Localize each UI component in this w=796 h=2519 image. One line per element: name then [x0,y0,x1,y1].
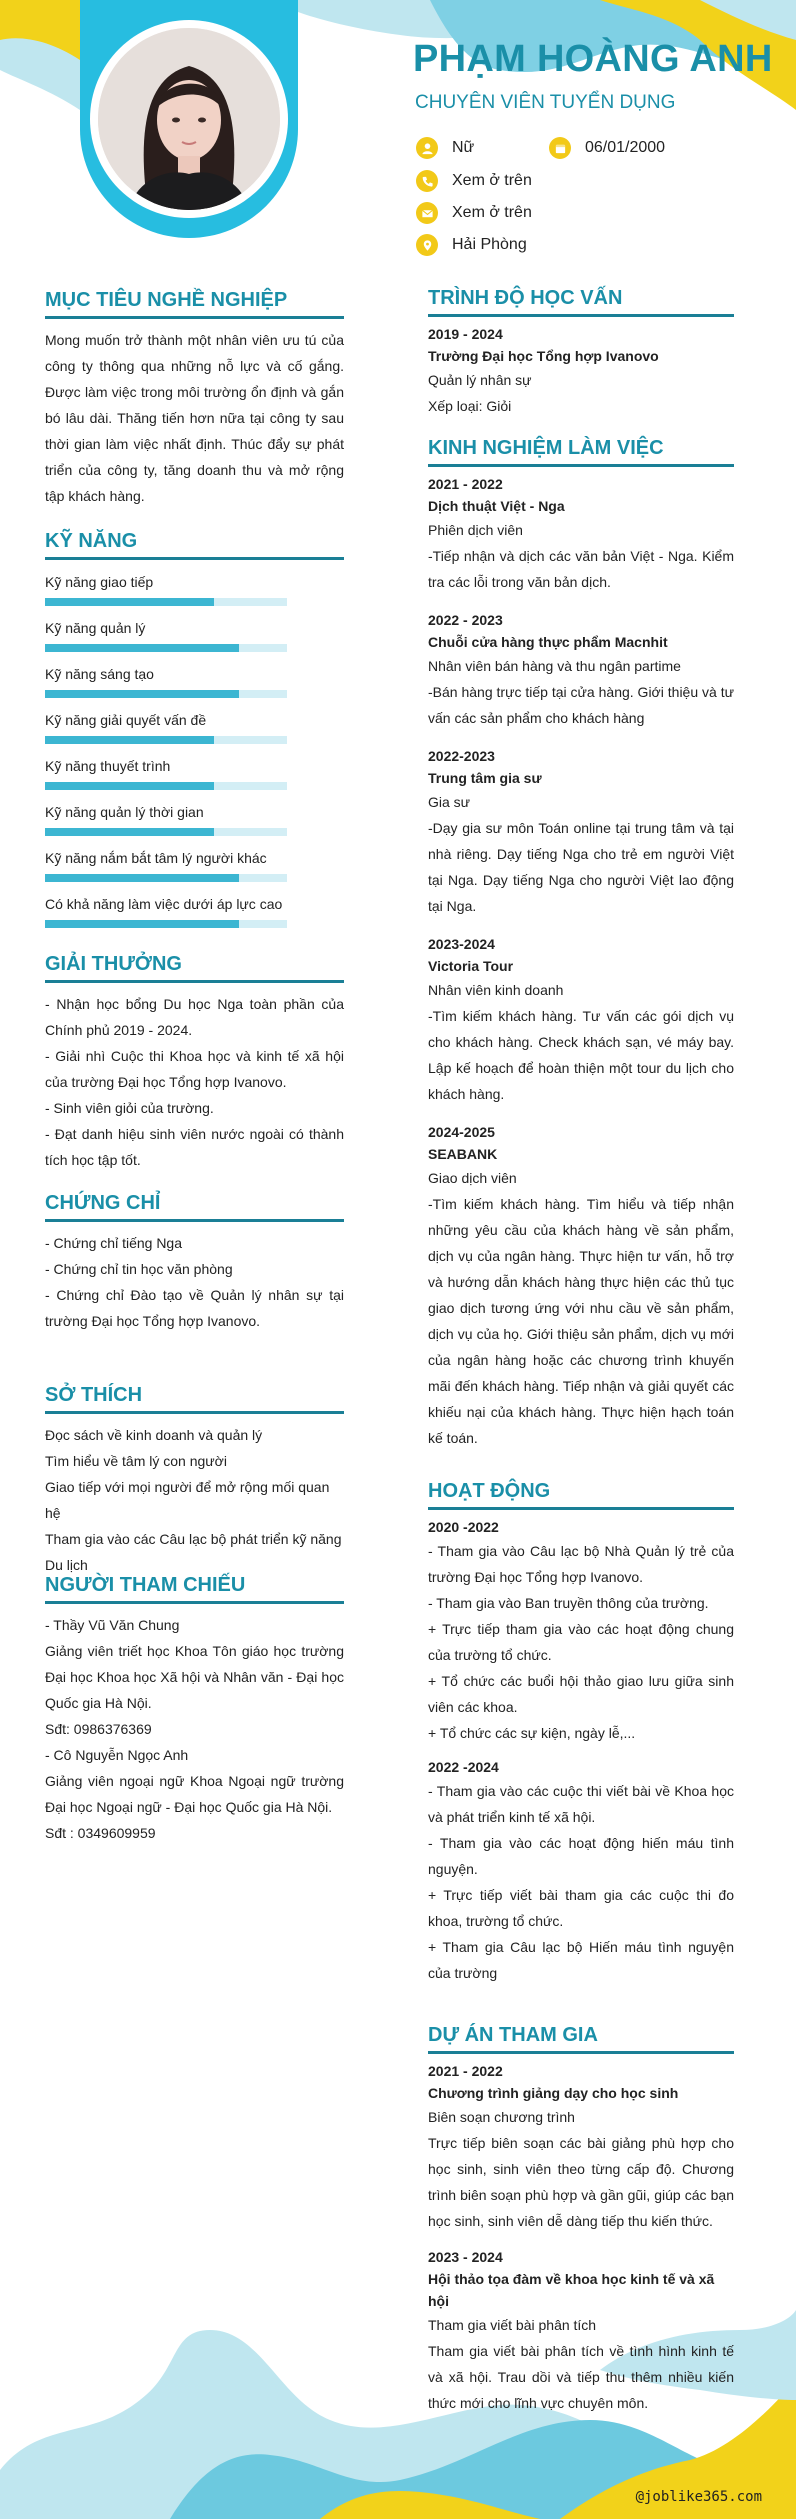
reference-line: Giảng viên ngoại ngữ Khoa Ngoại ngữ trường Đại học Ngoại ngữ - Đại học Quốc gia Hà Nội. [45,1773,344,1815]
certificate-item: - Chứng chỉ tiếng Nga [45,1235,182,1251]
mail-icon [416,202,438,224]
awards-title: GIẢI THƯỞNG [45,953,344,983]
phone-value: Xem ở trên [452,172,532,189]
skill-item [45,572,345,606]
activity-line: + Trực tiếp viết bài tham gia các cuộc thi đo khoa, trường tổ chức. [428,1887,734,1929]
project-years: 2023 - 2024 [428,2249,503,2265]
awards-section [45,953,344,1173]
skill-bar-track [45,920,287,928]
skills-title: KỸ NĂNG [45,530,344,560]
award-item: - Sinh viên giỏi của trường. [45,1100,214,1116]
certificate-item: - Chứng chỉ tin học văn phòng [45,1261,233,1277]
project-name: Hội thảo tọa đàm về khoa học kinh tế và xã hội [428,2271,715,2309]
skill-label: Kỹ năng thuyết trình [45,758,171,774]
award-item: - Nhận học bổng Du học Nga toàn phần của Chính phủ 2019 - 2024. [45,996,344,1038]
skill-item [45,664,345,698]
experience-item [428,473,734,595]
experience-company: Victoria Tour [428,958,514,974]
experience-years: 2024-2025 [428,1124,495,1140]
skill-item [45,802,345,836]
skill-bar-fill [45,782,214,790]
skill-bar-fill [45,598,214,606]
projects-title: DỰ ÁN THAM GIA [428,2024,734,2054]
experience-section [428,437,734,1451]
experience-years: 2023-2024 [428,936,495,952]
skill-label: Kỹ năng quản lý [45,620,146,636]
experience-desc: -Tìm kiếm khách hàng. Tư vấn các gói dịch vụ cho khách hàng. Check khách sạn, vé máy bay. Lập kế hoạch để hoàn thiện một tour du lịch cho khách hàng. [428,1008,734,1102]
skill-item [45,894,345,928]
skill-item [45,848,345,882]
hobby-item: Đọc sách về kinh doanh và quản lý [45,1427,263,1443]
skill-bar-track [45,644,287,652]
certificate-item: - Chứng chỉ Đào tạo về Quản lý nhân sự tại trường Đại học Tổng hợp Ivanovo. [45,1287,344,1329]
experience-position: Phiên dịch viên [428,522,523,538]
activity-line: - Tham gia vào Câu lạc bộ Nhà Quản lý trẻ của trường Đại học Tổng hợp Ivanovo. [428,1543,734,1585]
skill-item [45,618,345,652]
reference-line: - Thầy Vũ Văn Chung [45,1617,180,1633]
location-row [416,234,527,256]
gender-value: Nữ [452,139,475,156]
hobbies-title: SỞ THÍCH [45,1384,344,1414]
activities-section [428,1480,734,1986]
experience-title: KINH NGHIỆM LÀM VIỆC [428,437,734,467]
user-icon [416,137,438,159]
footer-site: @joblike365.com [635,2489,762,2505]
activity-line: + Tổ chức các buổi hội thảo giao lưu giữa sinh viên các khoa. [428,1673,734,1715]
experience-years: 2021 - 2022 [428,476,503,492]
education-school: Trường Đại học Tổng hợp Ivanovo [428,348,659,364]
location-pin-icon [416,234,438,256]
experience-position: Nhân viên kinh doanh [428,982,564,998]
experience-company: Trung tâm gia sư [428,770,542,786]
activity-line: - Tham gia vào các hoạt động hiến máu tình nguyện. [428,1835,734,1877]
reference-line: - Cô Nguyễn Ngọc Anh [45,1747,189,1763]
project-role: Biên soạn chương trình [428,2109,575,2125]
experience-years: 2022-2023 [428,748,495,764]
experience-item [428,933,734,1107]
calendar-icon [549,137,571,159]
skill-label: Kỹ năng nắm bắt tâm lý người khác [45,850,267,866]
experience-item [428,745,734,919]
project-role: Tham gia viết bài phân tích [428,2317,597,2333]
skill-label: Kỹ năng giao tiếp [45,574,154,590]
project-desc: Trực tiếp biên soạn các bài giảng phù hợp cho học sinh, sinh viên theo từng cấp độ. Chương trình biên soạn phù hợp và gần gũi, giúp các bạn học sinh, sinh viên dễ dàng tiếp thu kiến thức. [428,2135,734,2229]
birthday-value: 06/01/2000 [585,139,666,156]
objective-section [45,289,344,509]
experience-item [428,609,734,731]
project-desc: Tham gia viết bài phân tích về tình hình kinh tế và xã hội. Trau dồi và tiếp thu thêm nhiều kiến thức mới cho lĩnh vực chuyên môn. [428,2343,734,2411]
activities-title: HOẠT ĐỘNG [428,1480,734,1510]
experience-company: SEABANK [428,1146,498,1162]
experience-desc: -Tìm kiếm khách hàng. Tìm hiểu và tiếp nhận những yêu cầu của khách hàng về sản phẩm, dịch vụ của ngân hàng. Thực hiện tư vấn, hỗ trợ và hướng dẫn khách hàng thực hiện các thủ tục giao dịch tương ứng với nhu cầu về sản phẩm, dịch vụ của họ. Giới thiệu sản phẩm, dịch vụ mới của ngân hàng hoặc các chương trình khuyến mãi đến khách hàng. Tiếp nhận và giải quyết các khiếu nại của khách hàng. Thực hiện hạch toán kế toán. [428,1196,734,1446]
project-item [428,2246,734,2416]
skill-bar-fill [45,690,239,698]
project-years: 2021 - 2022 [428,2063,503,2079]
skill-label: Kỹ năng sáng tạo [45,666,154,682]
skill-label: Kỹ năng giải quyết vấn đề [45,712,207,728]
project-name: Chương trình giảng dạy cho học sinh [428,2085,679,2101]
skill-bar-fill [45,920,239,928]
hobby-item: Tham gia vào các Câu lạc bộ phát triển kỹ năng [45,1531,342,1547]
references-title: NGƯỜI THAM CHIẾU [45,1574,344,1604]
email-row [416,202,532,224]
location-value: Hải Phòng [452,236,527,253]
experience-item [428,1121,734,1451]
skill-bar-track [45,782,287,790]
award-item: - Đạt danh hiệu sinh viên nước ngoài có thành tích học tập tốt. [45,1126,344,1168]
gender-row [416,137,474,159]
certificates-section [45,1192,344,1334]
skill-bar-fill [45,644,239,652]
skill-bar-track [45,690,287,698]
birthday-row [549,137,665,159]
hobbies-section [45,1384,344,1578]
skill-bar-track [45,874,287,882]
certificates-title: CHỨNG CHỈ [45,1192,344,1222]
experience-position: Nhân viên bán hàng và thu ngân partime [428,658,681,674]
objective-text: Mong muốn trở thành một nhân viên ưu tú của công ty thông qua những nỗ lực và cố gắng. Được làm việc trong môi trường ổn định và gắn bó lâu dài. Thăng tiến hơn nữa tại công ty sau thời gian làm việc nhất định. Thúc đẩy sự phát triển của công ty, tăng doanh thu và mở rộng tập khách hàng. [45,332,344,504]
skill-label: Kỹ năng quản lý thời gian [45,804,204,820]
experience-desc: -Bán hàng trực tiếp tại cửa hàng. Giới thiệu và tư vấn các sản phẩm cho khách hàng [428,684,734,726]
experience-years: 2022 - 2023 [428,612,503,628]
reference-line: Sđt : 0349609959 [45,1825,156,1841]
skills-section [45,530,344,560]
objective-title: MỤC TIÊU NGHỀ NGHIỆP [45,289,344,319]
phone-row [416,170,532,192]
experience-position: Gia sư [428,794,471,810]
experience-position: Giao dịch viên [428,1170,517,1186]
education-title: TRÌNH ĐỘ HỌC VẤN [428,287,734,317]
skill-item [45,756,345,790]
skill-item [45,710,345,744]
hobby-item: Giao tiếp với mọi người để mở rộng mối quan hệ [45,1479,330,1521]
profile-photo [98,28,280,210]
skill-label: Có khả năng làm việc dưới áp lực cao [45,896,283,912]
activity-line: + Tổ chức các sự kiện, ngày lễ,... [428,1725,636,1741]
phone-icon [416,170,438,192]
skill-bar-track [45,598,287,606]
activity-line: - Tham gia vào các cuộc thi viết bài về Khoa học và phát triển kinh tế xã hội. [428,1783,734,1825]
experience-desc: -Tiếp nhận và dịch các văn bản Việt - Nga. Kiểm tra các lỗi trong văn bản dịch. [428,548,734,590]
reference-line: Sđt: 0986376369 [45,1721,152,1737]
project-item [428,2060,734,2234]
reference-line: Giảng viên triết học Khoa Tôn giáo học trường Đại học Khoa học Xã hội và Nhân văn - Đại học Quốc gia Hà Nội. [45,1643,344,1711]
candidate-name: PHẠM HOÀNG ANH [413,38,773,80]
hobby-item: Du lịch [45,1557,88,1573]
skill-bar-fill [45,874,239,882]
profile-photo-frame [80,0,298,238]
education-major: Quản lý nhân sự [428,372,532,388]
education-section [428,287,734,419]
skill-bar-track [45,736,287,744]
activity-years: 2020 -2022 [428,1519,499,1535]
references-section [45,1574,344,1846]
candidate-role: CHUYÊN VIÊN TUYỂN DỤNG [415,92,676,113]
skill-bar-track [45,828,287,836]
award-item: - Giải nhì Cuộc thi Khoa học và kinh tế xã hội của trường Đại học Tổng hợp Ivanovo. [45,1048,344,1090]
projects-section [428,2024,734,2416]
activity-years: 2022 -2024 [428,1759,499,1775]
hobby-item: Tìm hiểu về tâm lý con người [45,1453,227,1469]
education-rank: Xếp loại: Giỏi [428,398,512,414]
skill-bar-fill [45,828,214,836]
activity-line: - Tham gia vào Ban truyền thông của trường. [428,1595,709,1611]
experience-company: Dịch thuật Việt - Nga [428,498,565,514]
experience-company: Chuỗi cửa hàng thực phẩm Macnhit [428,634,668,650]
experience-desc: -Dạy gia sư môn Toán online tại trung tâm và tại nhà riêng. Dạy tiếng Nga cho trẻ em người Việt tại Nga. Dạy tiếng Nga cho người Việt lao động tại Nga. [428,820,734,914]
skill-bar-fill [45,736,214,744]
education-years: 2019 - 2024 [428,326,503,342]
email-value: Xem ở trên [452,204,532,221]
activity-line: + Tham gia Câu lạc bộ Hiến máu tình nguyện của trường [428,1939,734,1981]
activity-line: + Trực tiếp tham gia vào các hoạt động chung của trường tổ chức. [428,1621,734,1663]
